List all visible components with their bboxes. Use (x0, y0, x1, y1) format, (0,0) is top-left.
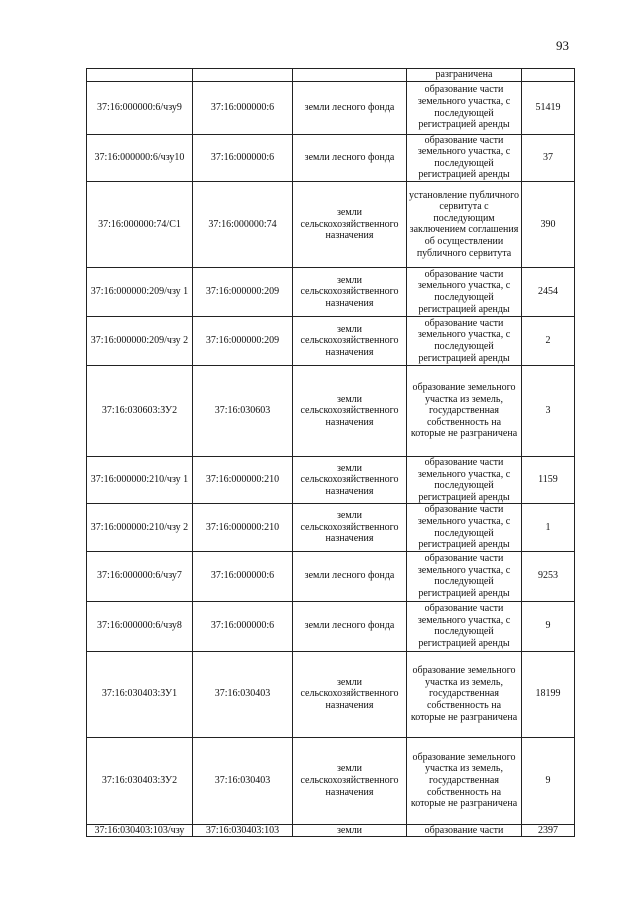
area-cell: 1159 (522, 456, 575, 503)
purpose-cell: образование части земельного участка, с последующей регистрацией аренды (407, 504, 522, 551)
area-cell: 51419 (522, 81, 575, 134)
land-category-cell: земли сельскохозяйственного назначения (293, 181, 407, 267)
purpose-cell: образование части земельного участка, с последующей регистрацией аренды (407, 81, 522, 134)
land-category-cell: земли сельскохозяйственного назначения (293, 267, 407, 316)
parent-plot-cell: 37:16:030403 (193, 651, 293, 737)
plot-number-cell: 37:16:000000:6/чзу7 (87, 551, 193, 601)
table-row (87, 365, 575, 456)
table-row (87, 456, 575, 503)
area-cell: 9 (522, 737, 575, 824)
land-category-cell: земли сельскохозяйственного назначения (293, 504, 407, 551)
table-row (87, 81, 575, 134)
parent-plot-cell (193, 69, 293, 82)
area-cell: 2 (522, 316, 575, 365)
table-row (87, 134, 575, 181)
parent-plot-cell: 37:16:030403:103 (193, 824, 293, 837)
purpose-cell: образование части земельного участка, с последующей регистрацией аренды (407, 456, 522, 503)
parent-plot-cell: 37:16:000000:210 (193, 456, 293, 503)
land-category-cell: земли сельскохозяйственного назначения (293, 737, 407, 824)
area-cell: 3 (522, 365, 575, 456)
purpose-cell: образование части земельного участка, с последующей регистрацией аренды (407, 267, 522, 316)
table-row (87, 601, 575, 651)
land-category-cell: земли сельскохозяйственного назначения (293, 651, 407, 737)
land-category-cell: земли лесного фонда (293, 551, 407, 601)
land-plots-table (86, 68, 575, 837)
parent-plot-cell: 37:16:000000:6 (193, 601, 293, 651)
purpose-cell: образование земельного участка из земель, государственная собственность на которые не разграничена (407, 737, 522, 824)
land-category-cell: земли (293, 824, 407, 837)
area-cell: 2397 (522, 824, 575, 837)
table-row (87, 267, 575, 316)
land-category-cell (293, 69, 407, 82)
plot-number-cell (87, 69, 193, 82)
purpose-cell: образование части (407, 824, 522, 837)
plot-number-cell: 37:16:000000:6/чзу8 (87, 601, 193, 651)
area-cell: 9253 (522, 551, 575, 601)
page-number: 93 (556, 38, 569, 53)
plot-number-cell: 37:16:030603:ЗУ2 (87, 365, 193, 456)
plot-number-cell: 37:16:000000:74/С1 (87, 181, 193, 267)
purpose-cell: образование земельного участка из земель, государственная собственность на которые не разграничена (407, 365, 522, 456)
land-category-cell: земли сельскохозяйственного назначения (293, 316, 407, 365)
plot-number-cell: 37:16:030403:ЗУ2 (87, 737, 193, 824)
plot-number-cell: 37:16:000000:6/чзу10 (87, 134, 193, 181)
plot-number-cell: 37:16:000000:6/чзу9 (87, 81, 193, 134)
purpose-cell: образование земельного участка из земель, государственная собственность на которые не разграничена (407, 651, 522, 737)
area-cell: 1 (522, 504, 575, 551)
purpose-cell: установление публичного сервитута с последующим заключением соглашения об осуществлении публичного сервитута (407, 181, 522, 267)
land-category-cell: земли сельскохозяйственного назначения (293, 456, 407, 503)
parent-plot-cell: 37:16:000000:6 (193, 81, 293, 134)
land-category-cell: земли сельскохозяйственного назначения (293, 365, 407, 456)
table-row (87, 316, 575, 365)
plot-number-cell: 37:16:030403:ЗУ1 (87, 651, 193, 737)
parent-plot-cell: 37:16:000000:6 (193, 134, 293, 181)
area-cell: 37 (522, 134, 575, 181)
parent-plot-cell: 37:16:000000:6 (193, 551, 293, 601)
plot-number-cell: 37:16:000000:210/чзу 2 (87, 504, 193, 551)
plot-number-cell: 37:16:000000:210/чзу 1 (87, 456, 193, 503)
table-row (87, 181, 575, 267)
area-cell: 2454 (522, 267, 575, 316)
table-row (87, 551, 575, 601)
area-cell: 9 (522, 601, 575, 651)
purpose-cell: образование части земельного участка, с последующей регистрацией аренды (407, 601, 522, 651)
purpose-cell: образование части земельного участка, с последующей регистрацией аренды (407, 316, 522, 365)
table-row (87, 651, 575, 737)
land-category-cell: земли лесного фонда (293, 134, 407, 181)
area-cell (522, 69, 575, 82)
purpose-cell: образование части земельного участка, с последующей регистрацией аренды (407, 134, 522, 181)
land-category-cell: земли лесного фонда (293, 601, 407, 651)
area-cell: 18199 (522, 651, 575, 737)
plot-number-cell: 37:16:000000:209/чзу 2 (87, 316, 193, 365)
parent-plot-cell: 37:16:030403 (193, 737, 293, 824)
table-row (87, 69, 575, 82)
plot-number-cell: 37:16:030403:103/чзу (87, 824, 193, 837)
parent-plot-cell: 37:16:000000:209 (193, 267, 293, 316)
purpose-cell: образование части земельного участка, с последующей регистрацией аренды (407, 551, 522, 601)
table-row (87, 737, 575, 824)
parent-plot-cell: 37:16:000000:74 (193, 181, 293, 267)
parent-plot-cell: 37:16:000000:210 (193, 504, 293, 551)
plot-number-cell: 37:16:000000:209/чзу 1 (87, 267, 193, 316)
table-row (87, 824, 575, 837)
parent-plot-cell: 37:16:030603 (193, 365, 293, 456)
purpose-cell: разграничена (407, 69, 522, 82)
table-row (87, 504, 575, 551)
land-category-cell: земли лесного фонда (293, 81, 407, 134)
area-cell: 390 (522, 181, 575, 267)
parent-plot-cell: 37:16:000000:209 (193, 316, 293, 365)
